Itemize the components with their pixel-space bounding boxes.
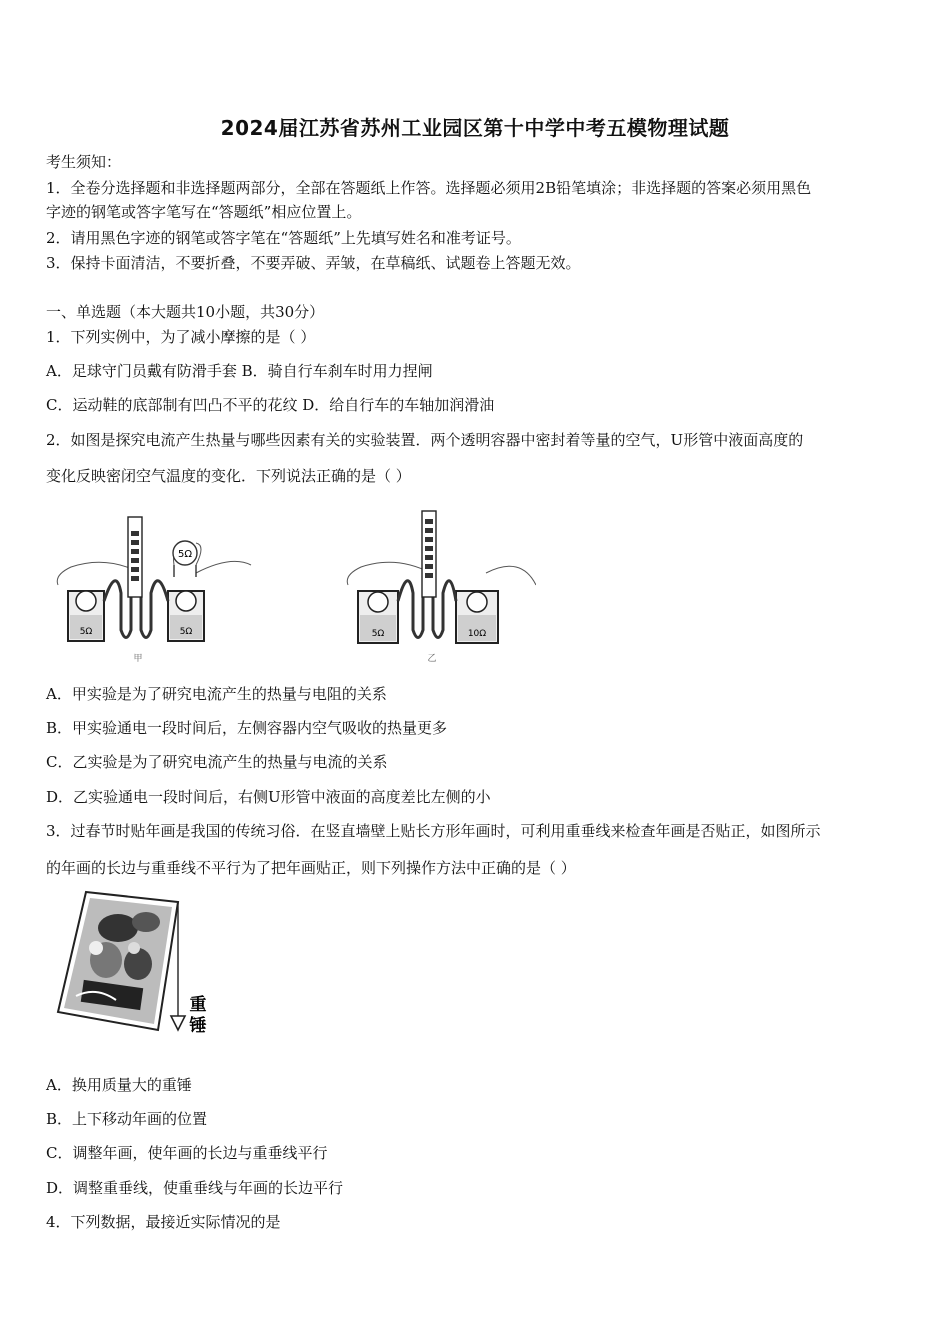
- q4-stem: 4．下列数据，最接近实际情况的是: [46, 1213, 281, 1231]
- q1-options-ab: A．足球守门员戴有防滑手套 B．骑自行车刹车时用力捏闸: [46, 362, 433, 380]
- q2-stem-line2: 变化反映密闭空气温度的变化．下列说法正确的是（ ）: [46, 467, 411, 485]
- page-title: 2024届江苏省苏州工业园区第十中学中考五模物理试题: [220, 116, 730, 140]
- resistor-label: 5Ω: [79, 627, 93, 637]
- figure-label-jia: 甲: [133, 654, 143, 664]
- plumb-label: 锤: [189, 1016, 207, 1036]
- q3-figure: [46, 888, 226, 1048]
- resistor-label: 5Ω: [371, 629, 385, 639]
- plumb-bob-icon: [171, 1016, 185, 1030]
- q2-option-a: A．甲实验是为了研究电流产生的热量与电阻的关系: [46, 685, 387, 703]
- q1-options-cd: C．运动鞋的底部制有凹凸不平的花纹 D．给自行车的车轴加润滑油: [46, 396, 495, 414]
- q2-figure: [46, 505, 536, 675]
- q3-stem-line2: 的年画的长边与重垂线不平行为了把年画贴正，则下列操作方法中正确的是（ ）: [46, 859, 576, 877]
- q3-stem-line1: 3．过春节时贴年画是我国的传统习俗．在竖直墙壁上贴长方形年画时，可利用重垂线来检查年画是否贴正，如图所示: [46, 822, 821, 840]
- apparatus-yi: [347, 511, 536, 664]
- notice-item-1: 1．全卷分选择题和非选择题两部分，全部在答题纸上作答。选择题必须用2B铅笔填涂；非选择题的答案必须用黑色: [46, 179, 812, 197]
- q2-option-d: D．乙实验通电一段时间后，右侧U形管中液面的高度差比左侧的小: [46, 788, 491, 806]
- notice-heading: 考生须知：: [46, 153, 122, 171]
- resistor-label: 5Ω: [177, 549, 193, 560]
- new-year-painting: [58, 892, 178, 1030]
- notice-item-2: 2．请用黑色字迹的钢笔或答字笔在“答题纸”上先填写姓名和准考证号。: [46, 229, 521, 247]
- figure-label-yi: 乙: [427, 654, 437, 664]
- section-heading: 一、单选题（本大题共10小题，共30分）: [46, 303, 325, 321]
- q2-option-b: B．甲实验通电一段时间后，左侧容器内空气吸收的热量更多: [46, 719, 448, 737]
- q3-option-a: A．换用质量大的重锤: [46, 1076, 192, 1094]
- notice-item-1-cont: 字迹的钢笔或答字笔写在“答题纸”相应位置上。: [46, 203, 362, 221]
- q3-option-d: D．调整重垂线，使重垂线与年画的长边平行: [46, 1179, 344, 1197]
- resistor-label: 10Ω: [467, 629, 487, 639]
- q3-option-b: B．上下移动年画的位置: [46, 1110, 208, 1128]
- plumb-label: 重: [189, 995, 207, 1015]
- resistor-label: 5Ω: [179, 627, 193, 637]
- q2-stem-line1: 2．如图是探究电流产生热量与哪些因素有关的实验装置．两个透明容器中密封着等量的空气，U形管中液面高度的: [46, 431, 804, 449]
- q2-option-c: C．乙实验是为了研究电流产生的热量与电流的关系: [46, 753, 388, 771]
- apparatus-jia: [57, 517, 251, 664]
- q1-stem: 1．下列实例中，为了减小摩擦的是（ ）: [46, 328, 316, 346]
- q3-option-c: C．调整年画，使年画的长边与重垂线平行: [46, 1144, 328, 1162]
- notice-item-3: 3．保持卡面清洁，不要折叠，不要弄破、弄皱，在草稿纸、试题卷上答题无效。: [46, 254, 581, 272]
